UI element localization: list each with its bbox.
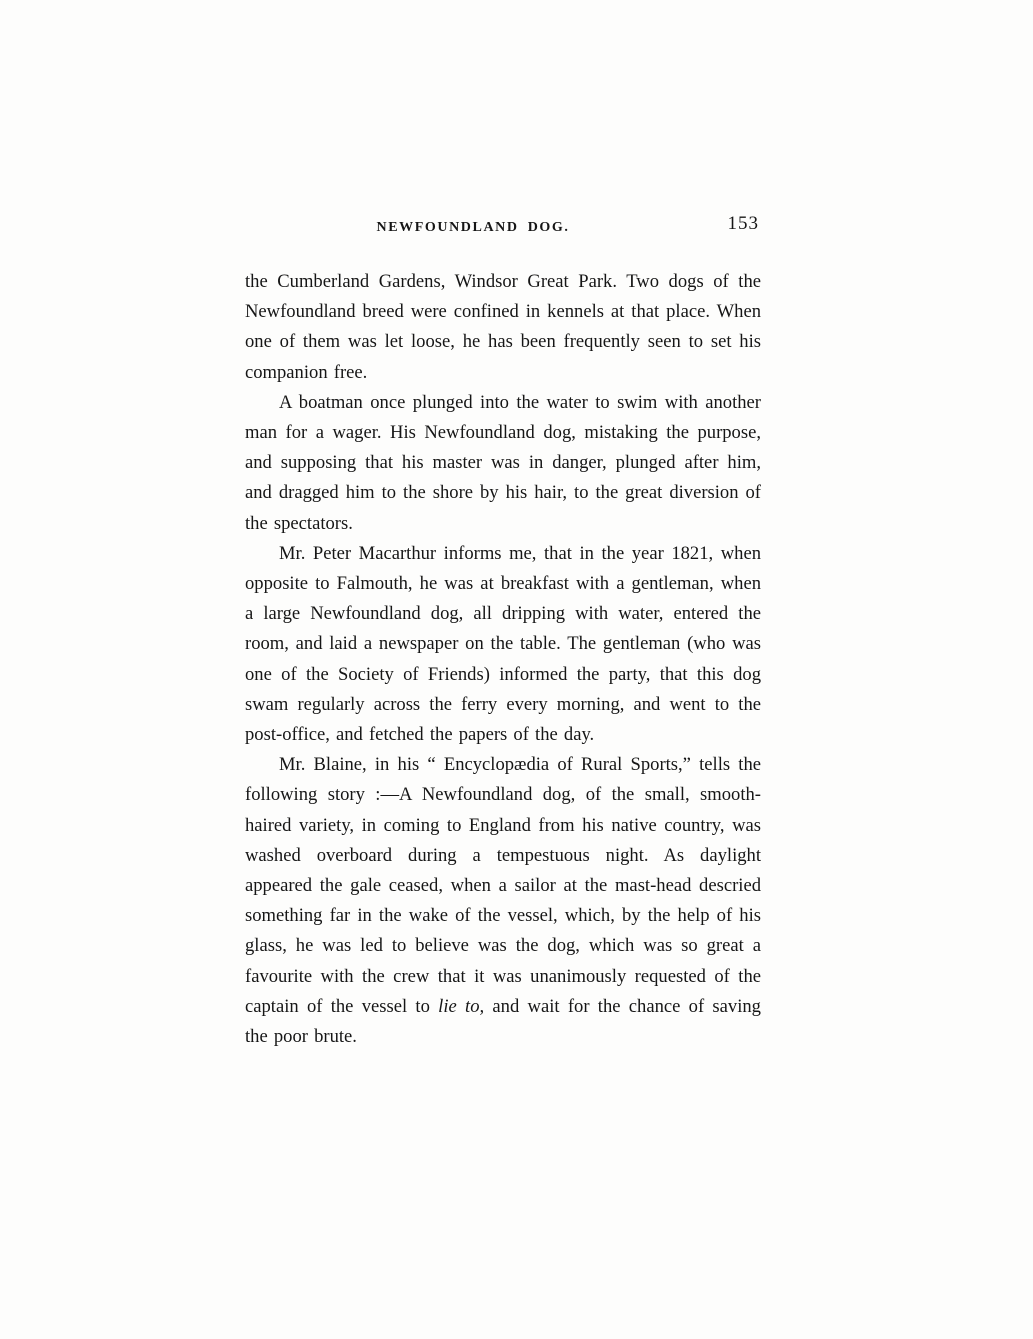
text-segment: A boatman once plunged into the water to swim with another man for a wager. His Newfoundland dog, mistaking the purpose, and supposing that his master was in danger, plunged after him, and dragged him to the shore by his hair, to the great diversion of the spectators. [245, 391, 761, 534]
paragraph [245, 750, 761, 1052]
page-header [245, 213, 761, 243]
running-title: NEWFOUNDLAND DOG. [376, 220, 570, 235]
text-segment: Mr. Peter Macarthur informs me, that in the year 1821, when opposite to Falmouth, he was at breakfast with a gentleman, when a large Newfoundland dog, all dripping with water, entered the room, and laid a newspaper on the table. The gentleman (who was one of the Society of Friends) informed the party, that this dog swam regularly across the ferry every morning, and went to the post-office, and fetched the papers of the day. [245, 542, 761, 746]
text-column [245, 213, 761, 1052]
paragraph [245, 539, 761, 750]
italic-text: lie to, [438, 995, 485, 1017]
body-text [245, 267, 761, 1052]
page-number: 153 [727, 213, 759, 234]
paragraph [245, 388, 761, 539]
text-segment: the Cumberland Gardens, Windsor Great Park. Two dogs of the Newfoundland breed were confined in kennels at that place. When one of them was let loose, he has been frequently seen to set his companion free. [245, 271, 761, 383]
text-segment: and wait for the chance of saving the poor brute. [245, 995, 761, 1048]
paragraph [245, 267, 761, 388]
text-segment: Mr. Blaine, in his “ Encyclopædia of Rural Sports,” tells the following story :—A Newfoundland dog, of the small, smooth-haired variety, in coming to England from his native country, was washed overboard during a tempestuous night. As daylight appeared the gale ceased, when a sailor at the mast-head descried something far in the wake of the vessel, which, by the help of his glass, he was led to believe was the dog, which was so great a favourite with the crew that it was unanimously requested of the captain of the vessel to [245, 754, 761, 1017]
